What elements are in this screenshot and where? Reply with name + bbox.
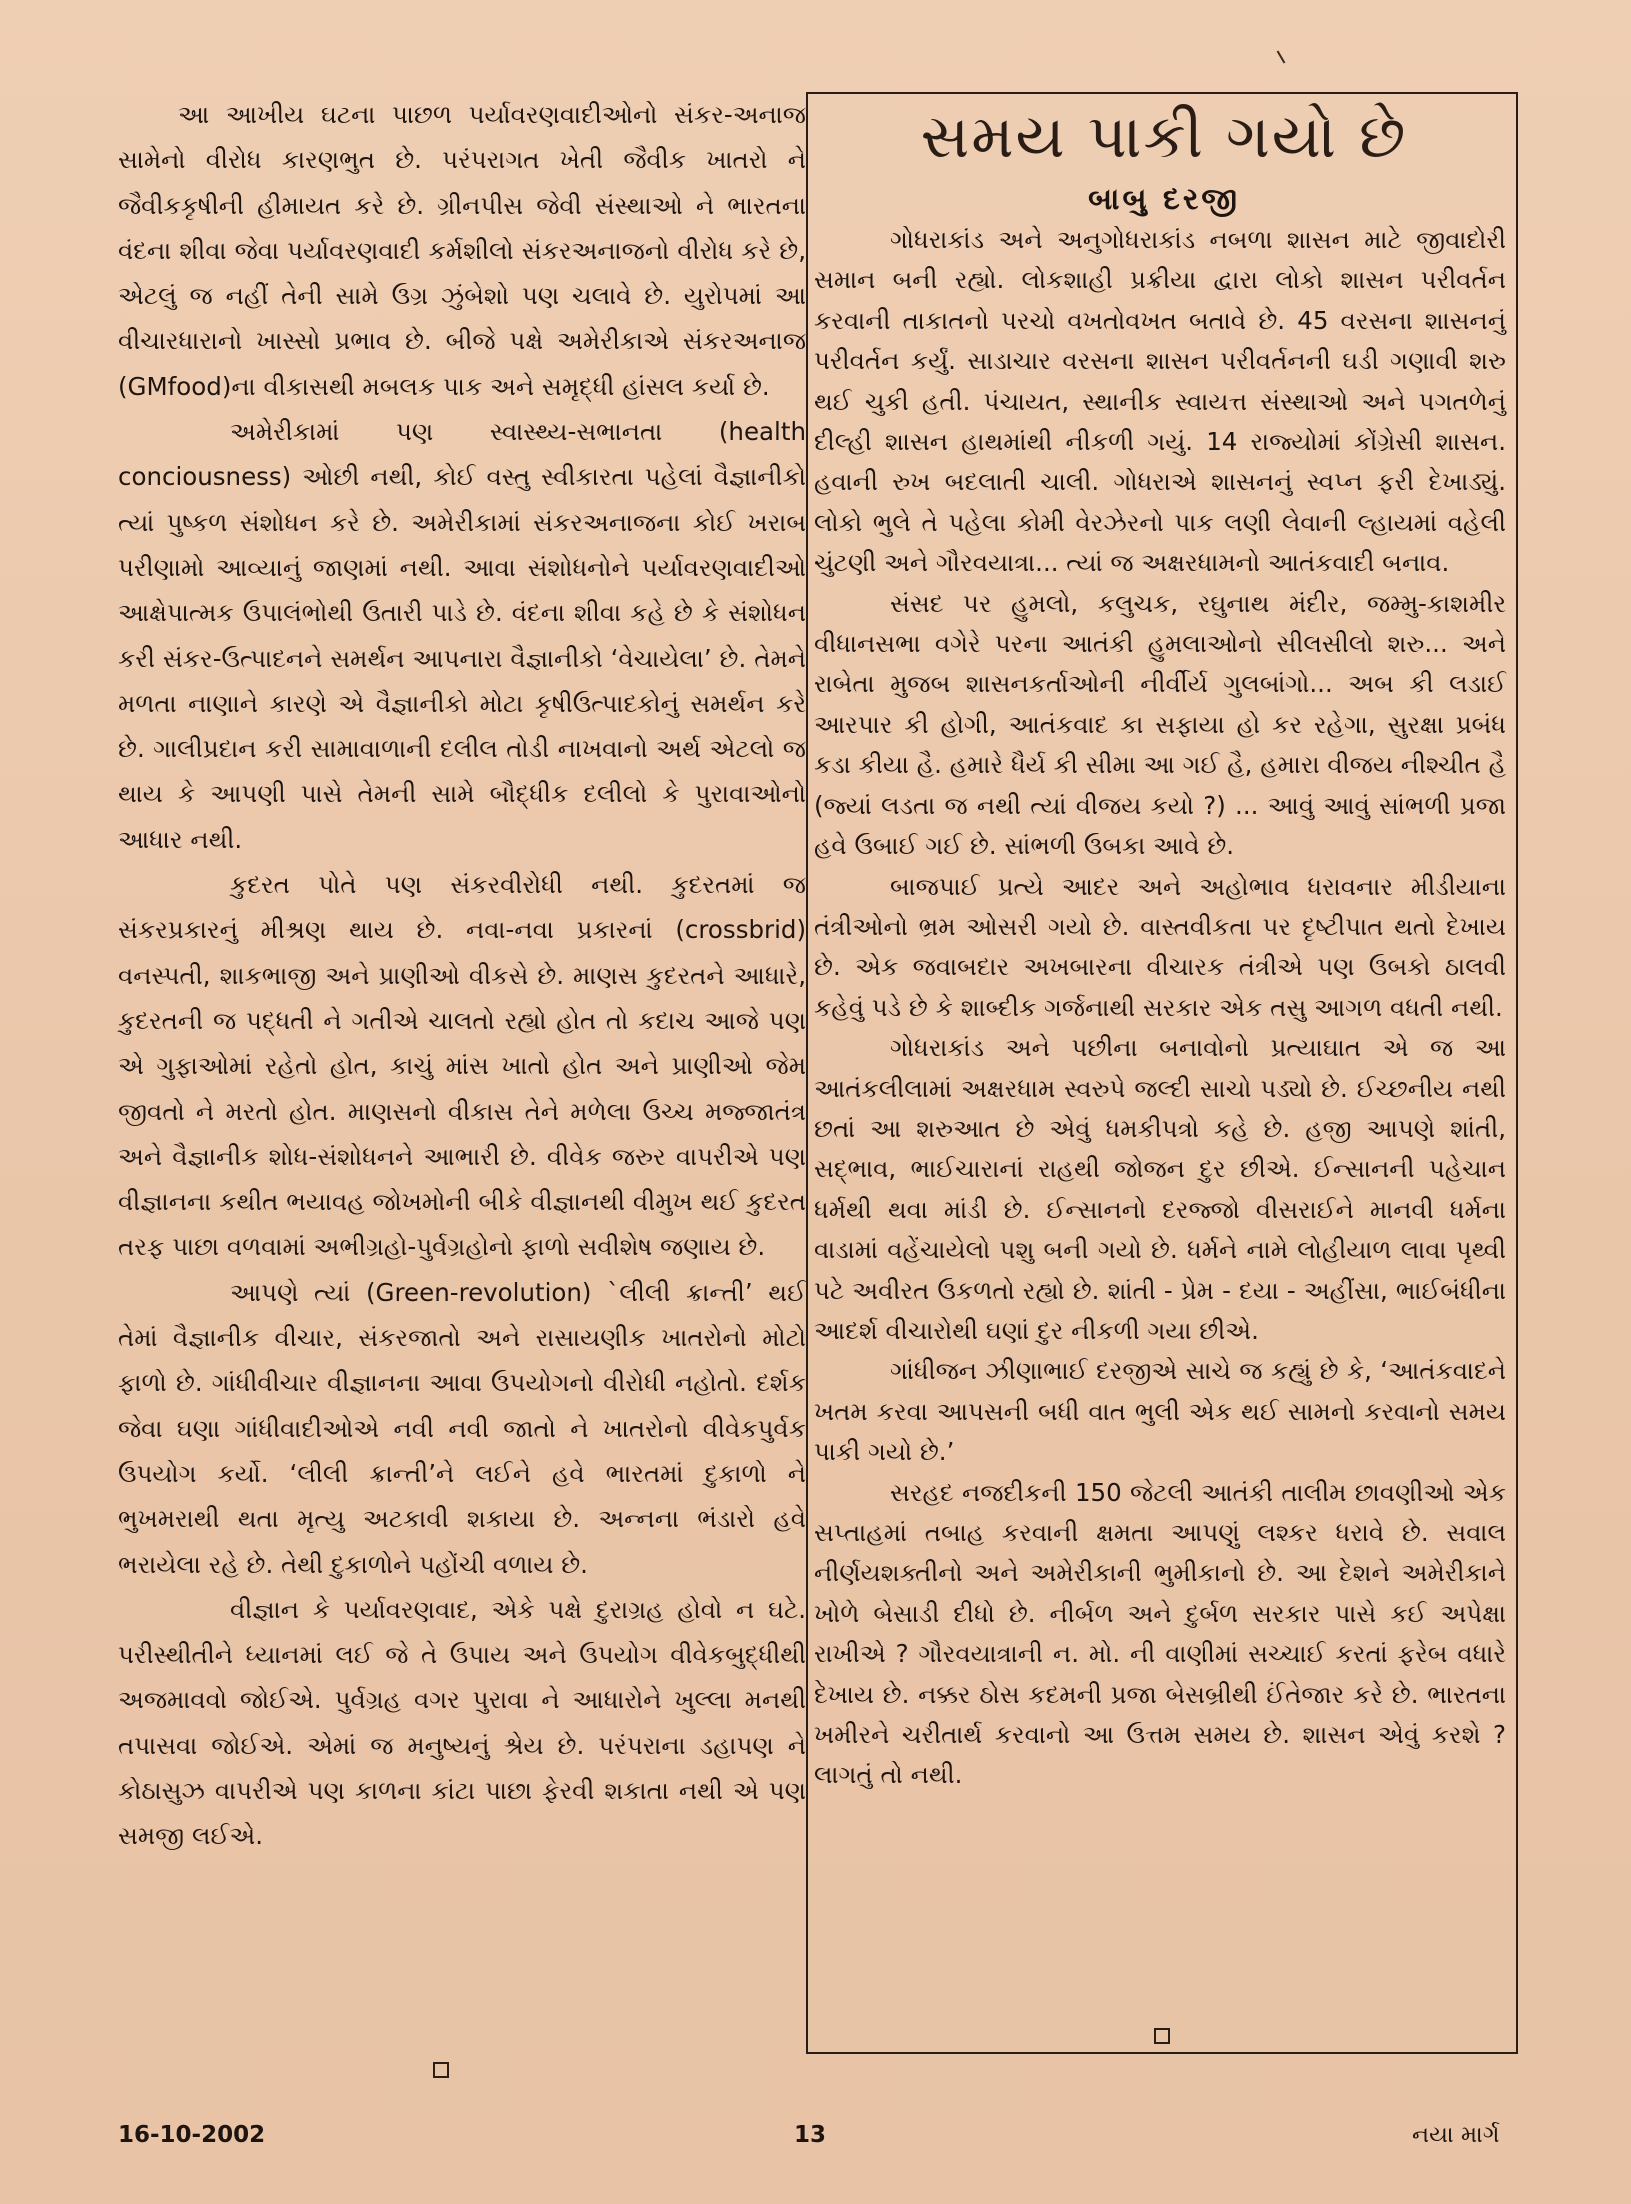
right-paragraph-1: ગોધરાકાંડ અને અનુગોધરાકાંડ નબળા શાસન માટે જીવાદોરી સમાન બની રહ્યો. લોકશાહી પ્રક્રીયા દ્વારા લોકો શાસન પરીવર્તન કરવાની તાકાતનો પરચો વખતોવખત બતાવે છે. 45 વરસના શાસનનું પરીવર્તન કર્યું. સાડાચાર વરસના શાસન પરીવર્તનની ઘડી ગણાવી શરુ થઈ ચુકી હતી. પંચાયત, સ્થાનીક સ્વાયત્ત સંસ્થાઓ અને પગતળેનું દીલ્હી શાસન હાથમાંથી નીકળી ગયું. 14 રાજ્યોમાં કોંગ્રેસી શાસન. હવાની રુખ બદલાતી ચાલી. ગોધરાએ શાસનનું સ્વપ્ન ફરી દેખાડ્યું. લોકો ભુલે તે પહેલા કોમી વેરઝેરનો પાક લણી લેવાની લ્હાયમાં વહેલી ચુંટણી અને ગૌરવયાત્રા... ત્યાં જ અક્ષરધામનો આતંકવાદી બનાવ. <box>814 225 1506 578</box>
right-column <box>814 220 1506 1796</box>
right-paragraph-4: ગોધરાકાંડ અને પછીના બનાવોનો પ્રત્યાઘાત એ જ આ આતંકલીલામાં અક્ષરધામ સ્વરુપે જલ્દી સાચો પડ્યો છે. ઈચ્છનીય નથી છતાં આ શરુઆત છે એવું ધમકીપત્રો કહે છે. હજી આપણે શાંતી, સદ્ભાવ, ભાઈચારાનાં રાહથી જોજન દુર છીએ. ઈન્સાનની પહેચાન ધર્મથી થવા માંડી છે. ઈન્સાનનો દરજ્જો વીસરાઈને માનવી ધર્મના વાડામાં વહેંચાયેલો પશુ બની ગયો છે. ધર્મને નામે લોહીયાળ લાવા પૃથ્વી પટે અવીરત ઉકળતો રહ્યો છે. શાંતી - પ્રેમ - દયા - અહીંસા, ભાઈબંધીના આદર્શ વીચારોથી ઘણાં દુર નીકળી ગયા છીએ. <box>814 1033 1506 1345</box>
footer-date: 16-10-2002 <box>118 2122 266 2148</box>
footer-publication: નયા માર્ગ <box>1412 2122 1500 2148</box>
ink-mark <box>1277 50 1286 63</box>
article-author: બાબુ દરજી <box>1088 182 1240 217</box>
footer-page-number: 13 <box>794 2122 827 2148</box>
right-article-end-mark <box>1154 2028 1170 2044</box>
article-title: સમય પાકી ગયો છે <box>920 102 1408 172</box>
right-paragraph-2: સંસદ પર હુમલો, કલુચક, રઘુનાથ મંદીર, જમ્મુ-કાશમીર વીધાનસભા વગેરે પરના આતંકી હુમલાઓનો સીલસીલો શરુ... અને રાબેતા મુજબ શાસનકર્તાઓની નીર્વીર્ય ગુલબાંગો... અબ કી લડાઈ આરપાર કી હોગી, આતંકવાદ કા સફાયા હો કર રહેગા, સુરક્ષા પ્રબંધ કડા કીયા હૈ. હમારે ધૈર્ય કી સીમા આ ગઈ હૈ, હમારા વીજય નીશ્ચીત હૈ (જ્યાં લડતા જ નથી ત્યાં વીજય કયો ?) ... આવું આવું સાંભળી પ્રજા હવે ઉબાઈ ગઈ છે. સાંભળી ઉબકા આવે છે. <box>814 588 1506 861</box>
left-paragraph-4: આપણે ત્યાં (Green-revolution) `લીલી ક્રાન્તી’ થઈ તેમાં વૈજ્ઞાનીક વીચાર, સંકરજાતો અને રાસાયણીક ખાતરોનો મોટો ફાળો છે. ગાંધીવીચાર વીજ્ઞાનના આવા ઉપયોગનો વીરોધી નહોતો. દર્શક જેવા ઘણા ગાંધીવાદીઓએ નવી નવી જાતો ને ખાતરોનો વીવેકપુર્વક ઉપયોગ કર્યો. ‘લીલી ક્રાન્તી’ને લઈને હવે ભારતમાં દુકાળો ને ભુખમરાથી થતા મૃત્યુ અટકાવી શકાયા છે. અન્નના ભંડારો હવે ભરાયેલા રહે છે. તેથી દુકાળોને પહોંચી વળાય છે. <box>118 1277 806 1579</box>
left-column <box>118 92 806 1859</box>
right-paragraph-6: સરહદ નજદીકની 150 જેટલી આતંકી તાલીમ છાવણીઓ એક સપ્તાહમાં તબાહ કરવાની ક્ષમતા આપણું લશ્કર ધરાવે છે. સવાલ નીર્ણયશક્તીનો અને અમેરીકાની ભુમીકાનો છે. આ દેશને અમેરીકાને ખોળે બેસાડી દીધો છે. નીર્બળ અને દુર્બળ સરકાર પાસે કઈ અપેક્ષા રાખીએ ? ગૌરવયાત્રાની ન. મો. ની વાણીમાં સચ્ચાઈ કરતાં ફરેબ વધારે દેખાય છે. નક્કર ઠોસ કદમની પ્રજા બેસબ્રીથી ઈંતેજાર કરે છે. ભારતના ખમીરને ચરીતાર્થ કરવાનો આ ઉત્તમ સમય છે. શાસન એવું કરશે ? લાગતું તો નથી. <box>814 1477 1506 1790</box>
left-paragraph-2: અમેરીકામાં પણ સ્વાસ્થ્ય-સભાનતા (health conciousness) ઓછી નથી, કોઈ વસ્તુ સ્વીકારતા પહેલાં વૈજ્ઞાનીકો ત્યાં પુષ્કળ સંશોધન કરે છે. અમેરીકામાં સંકરઅનાજના કોઈ ખરાબ પરીણામો આવ્યાનું જાણમાં નથી. આવા સંશોધનોને પર્યાવરણવાદીઓ આક્ષેપાત્મક ઉપાલંભોથી ઉતારી પાડે છે. વંદના શીવા કહે છે કે સંશોધન કરી સંકર-ઉત્પાદનને સમર્થન આપનારા વૈજ્ઞાનીકો ‘વેચાયેલા’ છે. તેમને મળતા નાણાને કારણે એ વૈજ્ઞાનીકો મોટા કૃષીઉત્પાદકોનું સમર્થન કરે છે. ગાલીપ્રદાન કરી સામાવાળાની દલીલ તોડી નાખવાનો અર્થ એટલો જ થાય કે આપણી પાસે તેમની સામે બૌદ્ધીક દલીલો કે પુરાવાઓનો આધાર નથી. <box>118 417 806 854</box>
left-paragraph-1: આ આખીય ઘટના પાછળ પર્યાવરણવાદીઓનો સંકર-અનાજ સામેનો વીરોધ કારણભુત છે. પરંપરાગત ખેતી જૈવીક ખાતરો ને જૈવીકકૃષીની હીમાયત કરે છે. ગ્રીનપીસ જેવી સંસ્થાઓ ને ભારતના વંદના શીવા જેવા પર્યાવરણવાદી કર્મશીલો સંકરઅનાજનો વીરોધ કરે છે, એટલું જ નહીં તેની સામે ઉગ્ર ઝુંબેશો પણ ચલાવે છે. યુરોપમાં આ વીચારધારાનો ખાસ્સો પ્રભાવ છે. બીજે પક્ષે અમેરીકાએ સંકરઅનાજ (GMfood)ના વીકાસથી મબલક પાક અને સમૃદ્ધી હાંસલ કર્યા છે. <box>118 100 806 401</box>
right-paragraph-5: ગાંધીજન ઝીણાભાઈ દરજીએ સાચે જ કહ્યું છે કે, ‘આતંકવાદને ખતમ કરવા આપસની બધી વાત ભુલી એક થઈ સામનો કરવાનો સમય પાકી ગયો છે.’ <box>814 1356 1506 1467</box>
left-article-end-mark <box>433 2062 449 2078</box>
right-paragraph-3: બાજપાઈ પ્રત્યે આદર અને અહોભાવ ધરાવનાર મીડીયાના તંત્રીઓનો ભ્રમ ઓસરી ગયો છે. વાસ્તવીકતા પર દૃષ્ટીપાત થતો દેખાય છે. એક જવાબદાર અખબારના વીચારક તંત્રીએ પણ ઉબકો ઠાલવી કહેવું પડે છે કે શાબ્દીક ગર્જનાથી સરકાર એક તસુ આગળ વધતી નથી. <box>814 871 1506 1022</box>
left-paragraph-5: વીજ્ઞાન કે પર્યાવરણવાદ, એકે પક્ષે દુરાગ્રહ હોવો ન ઘટે. પરીસ્થીતીને ધ્યાનમાં લઈ જે તે ઉપાય અને ઉપયોગ વીવેકબુદ્ધીથી અજમાવવો જોઈએ. પુર્વગ્રહ વગર પુરાવા ને આધારોને ખુલ્લા મનથી તપાસવા જોઈએ. એમાં જ મનુષ્યનું શ્રેય છે. પરંપરાના ડહાપણ ને કોઠાસુઝ વાપરીએ પણ કાળના કાંટા પાછા ફેરવી શકાતા નથી એ પણ સમજી લઈએ. <box>118 1594 806 1851</box>
left-paragraph-3: કુદરત પોતે પણ સંકરવીરોધી નથી. કુદરતમાં જ સંકરપ્રકારનું મીશ્રણ થાય છે. નવા-નવા પ્રકારનાં (crossbrid) વનસ્પતી, શાકભાજી અને પ્રાણીઓ વીકસે છે. માણસ કુદરતને આધારે, કુદરતની જ પદ્ધતી ને ગતીએ ચાલતો રહ્યો હોત તો કદાચ આજે પણ એ ગુફાઓમાં રહેતો હોત, કાચું માંસ ખાતો હોત અને પ્રાણીઓ જેમ જીવતો ને મરતો હોત. માણસનો વીકાસ તેને મળેલા ઉચ્ચ મજ્જાતંત્ર અને વૈજ્ઞાનીક શોધ-સંશોધનને આભારી છે. વીવેક જરુર વાપરીએ પણ વીજ્ઞાનના કથીત ભયાવહ જોખમોની બીકે વીજ્ઞાનથી વીમુખ થઈ કુદરત તરફ પાછા વળવામાં અભીગ્રહો-પુર્વગ્રહોનો ફાળો સવીશેષ જણાય છે. <box>118 870 806 1262</box>
